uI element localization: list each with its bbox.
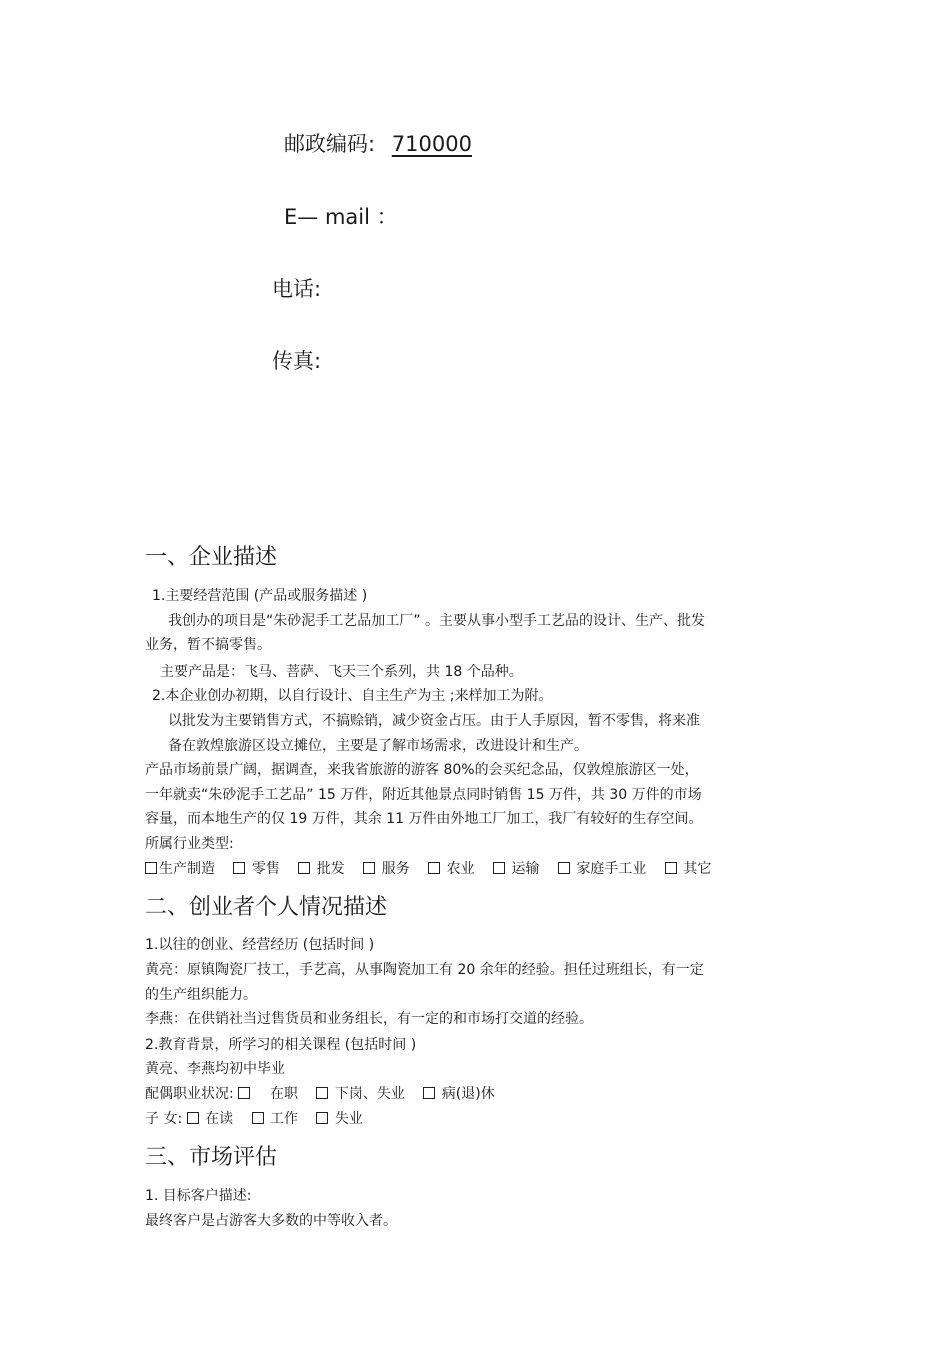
s1-line-1: 1.主要经营范围 (产品或服务描述 ) [152, 588, 368, 604]
fax-label: 传真: [272, 349, 322, 373]
s1-line-2: 我创办的项目是“朱砂泥手工艺品加工厂” 。主要从事小型手工艺品的设计、生产、批发 [168, 613, 705, 629]
spouse-option[interactable]: 下岗、失业 [316, 1086, 404, 1102]
s1-line-6: 以批发为主要销售方式，不搞赊销，减少资金占压。由于人手原因，暂不零售，将来准 [168, 713, 700, 729]
spouse-label: 配偶职业状况: [145, 1086, 234, 1102]
postcode-row [284, 128, 472, 158]
spouse-row [145, 1083, 509, 1103]
s2-line-2: 黄亮：原镇陶瓷厂技工，手艺高，从事陶瓷加工有 20 余年的经验。担任过班组长，有一定 [145, 962, 704, 978]
checkbox[interactable] [298, 862, 310, 874]
phone-label: 电话: [272, 277, 322, 301]
s2-line-5: 2.教育背景，所学习的相关课程 (包括时间 ) [145, 1037, 417, 1053]
checkbox[interactable] [187, 1112, 199, 1124]
s3-line-1: 1. 目标客户描述: [145, 1188, 252, 1204]
s1-line-7: 备在敦煌旅游区设立摊位，主要是了解市场需求，改进设计和生产。 [168, 738, 588, 754]
industry-option[interactable]: 运输 [493, 861, 539, 877]
checkbox[interactable] [363, 862, 375, 874]
industry-option[interactable]: 农业 [428, 861, 474, 877]
s1-line-9: 一年就卖“朱砂泥手工艺品” 15 万件，附近其他景点同时销售 15 万件，共 30 万件的市场 [145, 787, 702, 803]
section1-title: 一、企业描述 [145, 545, 278, 570]
checkbox[interactable] [316, 1087, 328, 1099]
checkbox[interactable] [252, 1112, 264, 1124]
s2-line-3: 的生产组织能力。 [145, 987, 257, 1003]
email-label: E— mail ： [284, 205, 398, 229]
industry-options [145, 858, 725, 878]
child-option[interactable]: 在读 [187, 1111, 233, 1127]
checkbox[interactable] [558, 862, 570, 874]
checkbox[interactable] [428, 862, 440, 874]
spouse-option[interactable]: 病(退)休 [423, 1086, 494, 1102]
section3-title: 三、市场评估 [145, 1145, 278, 1170]
child-option[interactable]: 失业 [316, 1111, 362, 1127]
s3-line-2: 最终客户是占游客大多数的中等收入者。 [145, 1213, 397, 1229]
industry-option[interactable]: 生产制造 [145, 861, 215, 877]
checkbox[interactable] [145, 862, 157, 874]
s1-line-8: 产品市场前景广阔，据调查，来我省旅游的游客 80%的会买纪念品，仅敦煌旅游区一处， [145, 762, 699, 778]
postcode-value: 710000 [391, 132, 472, 156]
s1-line-3: 业务，暂不搞零售。 [145, 637, 271, 653]
industry-option[interactable]: 批发 [298, 861, 344, 877]
industry-option[interactable]: 家庭手工业 [558, 861, 646, 877]
s1-line-10: 容量，而本地生产的仅 19 万件，其余 11 万件由外地工厂加工，我厂有较好的生存空间。 [145, 811, 703, 827]
checkbox[interactable] [233, 862, 245, 874]
checkbox[interactable] [665, 862, 677, 874]
s1-line-4: 主要产品是：飞马、菩萨、飞天三个系列，共 18 个品种。 [160, 664, 523, 680]
section2-title: 二、创业者个人情况描述 [145, 895, 388, 920]
child-label: 子 女: [145, 1111, 183, 1127]
child-row [145, 1108, 377, 1128]
s2-line-6: 黄亮、李燕均初中毕业 [145, 1061, 285, 1077]
spouse-option[interactable]: 在职 [238, 1086, 298, 1102]
industry-option[interactable]: 其它 [665, 861, 711, 877]
checkbox[interactable] [316, 1112, 328, 1124]
s2-line-1: 1.以往的创业、经营经历 (包括时间 ) [145, 937, 375, 953]
postcode-label: 邮政编码: [284, 132, 376, 156]
s1-line-11: 所属行业类型: [145, 836, 234, 852]
industry-option[interactable]: 服务 [363, 861, 409, 877]
checkbox[interactable] [493, 862, 505, 874]
checkbox[interactable] [423, 1087, 435, 1099]
industry-option[interactable]: 零售 [233, 861, 279, 877]
checkbox[interactable] [238, 1087, 250, 1099]
child-option[interactable]: 工作 [252, 1111, 298, 1127]
s1-line-5: 2.本企业创办初期，以自行设计、自主生产为主 ;来样加工为附。 [152, 688, 553, 704]
s2-line-4: 李燕：在供销社当过售货员和业务组长，有一定的和市场打交道的经验。 [145, 1011, 593, 1027]
